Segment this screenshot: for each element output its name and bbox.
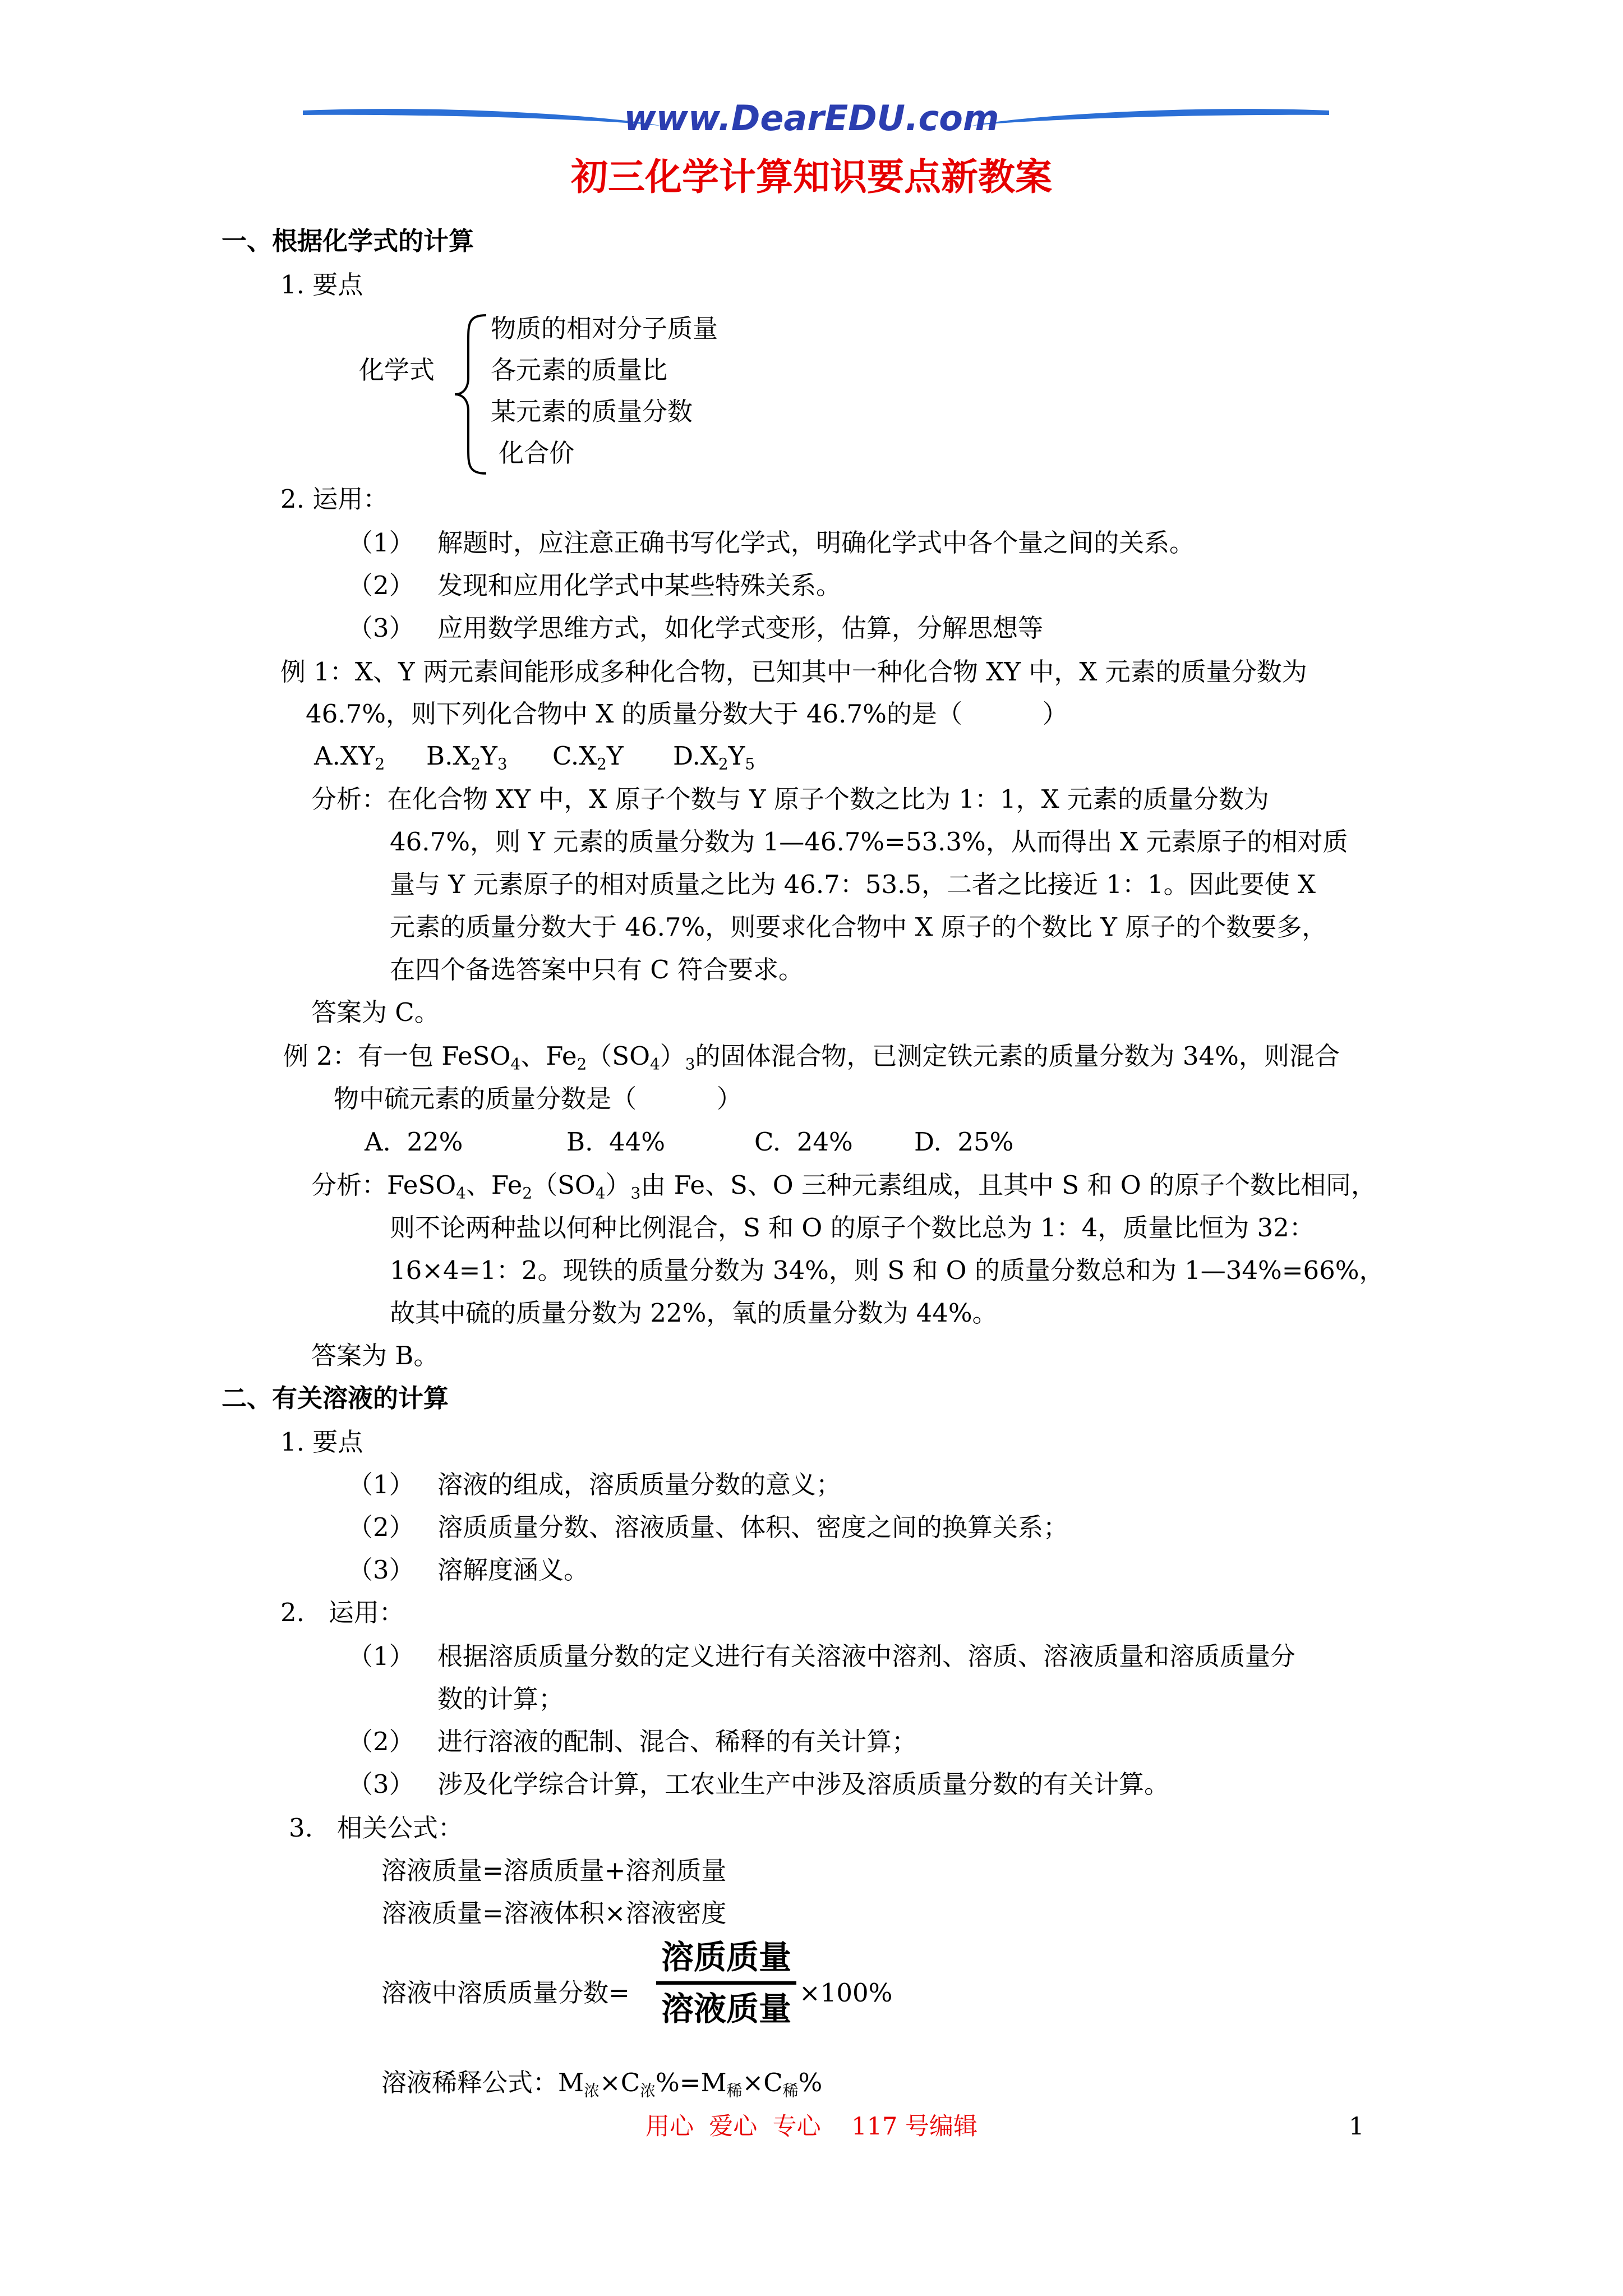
- s2-point-1: 1. 要点: [280, 1427, 363, 1457]
- point-text: 溶液的组成，溶质质量分数的意义；: [437, 1470, 842, 1499]
- ex1-analysis-line: 46.7%，则 Y 元素的质量分数为 1—46.7%=53.3%，从而得出 X 元素原子的相对质: [390, 827, 1348, 857]
- ex1-analysis-line: 元素的质量分数大于 46.7%，则要求化合物中 X 原子的个数比 Y 原子的个数要多，: [390, 912, 1327, 942]
- use-number: （2）: [348, 570, 414, 600]
- footer-text: 用心 爱心 专心 117 号编辑: [645, 2113, 978, 2141]
- ex2-option: A. 22%: [365, 1127, 463, 1157]
- section-2-heading: 二、有关溶液的计算: [222, 1383, 449, 1413]
- ex1-analysis-line: 分析：在化合物 XY 中，X 原子个数与 Y 原子个数之比为 1：1，X 元素的质量分数为: [311, 784, 1269, 814]
- curly-brace-icon: [451, 313, 491, 476]
- use-number: （1）: [348, 528, 414, 558]
- example-2-line: 例 2：有一包 FeSO$_4$、$Fe_2(SO_4)_3$的固体混合物，已测定铁元素的质量分数为 34%，则混合: [283, 1041, 1340, 1074]
- point-number: （1）: [348, 1470, 414, 1499]
- example-1-line: 例 1：X、Y 两元素间能形成多种化合物，已知其中一种化合物 XY 中，X 元素的质量分数为: [280, 657, 1307, 687]
- use-text: 解题时，应注意正确书写化学式，明确化学式中各个量之间的关系。: [437, 528, 1195, 558]
- use-text: 发现和应用化学式中某些特殊关系。: [437, 570, 842, 600]
- use-number: （3）: [348, 1769, 414, 1799]
- use-number: （1）: [348, 1641, 414, 1671]
- point-text: 溶质质量分数、溶液质量、体积、密度之间的换算关系；: [437, 1512, 1069, 1542]
- ex2-option: B. 44%: [566, 1127, 666, 1157]
- page-title: 初三化学计算知识要点新教案: [571, 155, 1052, 199]
- ex2-analysis-line: 分析：FeSO$_4$、$Fe_2(SO_4)_3$由 Fe、S、O 三种元素组成，且其中 S 和 O 的原子个数比相同，: [311, 1170, 1376, 1203]
- brace-item: 各元素的质量比: [491, 355, 668, 385]
- example-1-line: 46.7%，则下列化合物中 X 的质量分数大于 46.7%的是（ ）: [306, 699, 1068, 729]
- page-number: 1: [1349, 2113, 1364, 2141]
- s2-point-3: 3. 相关公式：: [289, 1813, 463, 1843]
- brace-item: 化合价: [491, 438, 575, 468]
- section-1-heading: 一、根据化学式的计算: [222, 226, 474, 256]
- dilution-formula: 溶液稀释公式：$M_浓\times C_浓\%=M_稀\times C_稀\%$: [381, 2068, 823, 2100]
- point-number: （3）: [348, 1555, 414, 1585]
- s2-point-2: 2. 运用：: [280, 1598, 404, 1627]
- formula-line: 溶液质量=溶质质量+溶剂质量: [381, 1856, 727, 1885]
- ex1-option-a: $A.XY_2$: [314, 741, 385, 774]
- fraction: [656, 1938, 796, 2028]
- ex2-answer: 答案为 B。: [311, 1341, 439, 1370]
- s1-point-2: 2. 运用：: [280, 484, 389, 514]
- ex2-analysis-line: 故其中硫的质量分数为 22%，氧的质量分数为 44%。: [390, 1298, 998, 1328]
- fraction-denominator: 溶液质量: [661, 1990, 791, 2028]
- formula-prefix: 溶液中溶质质量分数=: [381, 1978, 630, 2008]
- brace-item: 物质的相对分子质量: [491, 314, 718, 343]
- use-text: 进行溶液的配制、混合、稀释的有关计算；: [437, 1727, 917, 1756]
- site-logo-text: www.DearEDU.com: [624, 98, 999, 139]
- ex1-answer: 答案为 C。: [311, 997, 440, 1027]
- ex2-analysis-line: 16×4=1：2。现铁的质量分数为 34%，则 S 和 O 的质量分数总和为 1—34%=66%，: [390, 1255, 1385, 1285]
- point-text: 溶解度涵义。: [437, 1555, 589, 1585]
- fraction-bar: [656, 1981, 796, 1985]
- use-text: 应用数学思维方式，如化学式变形，估算，分解思想等: [437, 613, 1044, 643]
- fraction-numerator: 溶质质量: [661, 1938, 791, 1976]
- ex1-analysis-line: 在四个备选答案中只有 C 符合要求。: [390, 955, 804, 984]
- ex2-option: C. 24%: [754, 1127, 853, 1157]
- formula-suffix: ×100%: [799, 1978, 893, 2008]
- example-2-line: 物中硫元素的质量分数是（ ）: [334, 1084, 743, 1114]
- ex1-option-c: $C.X_2Y$: [552, 741, 624, 774]
- ex2-analysis-line: 则不论两种盐以何种比例混合，S 和 O 的原子个数比总为 1：4，质量比恒为 32：: [390, 1213, 1315, 1243]
- point-number: （2）: [348, 1512, 414, 1542]
- use-number: （2）: [348, 1727, 414, 1756]
- brace-item: 某元素的质量分数: [491, 397, 693, 426]
- brace-label: 化学式: [359, 355, 435, 385]
- ex1-option-b: $B.X_2Y_3$: [426, 741, 508, 774]
- ex1-option-d: $D.X_2Y_5$: [673, 741, 755, 774]
- use-text: 数的计算；: [437, 1684, 564, 1714]
- s1-point-1: 1. 要点: [280, 270, 363, 300]
- formula-line: 溶液质量=溶液体积×溶液密度: [381, 1898, 727, 1928]
- ex1-analysis-line: 量与 Y 元素原子的相对质量之比为 46.7：53.5，二者之比接近 1：1。因此要使 X: [390, 869, 1316, 899]
- ex2-option: D. 25%: [914, 1127, 1014, 1157]
- use-text: 根据溶质质量分数的定义进行有关溶液中溶剂、溶质、溶液质量和溶质质量分: [437, 1641, 1296, 1671]
- use-number: （3）: [348, 613, 414, 643]
- use-text: 涉及化学综合计算，工农业生产中涉及溶质质量分数的有关计算。: [437, 1769, 1170, 1799]
